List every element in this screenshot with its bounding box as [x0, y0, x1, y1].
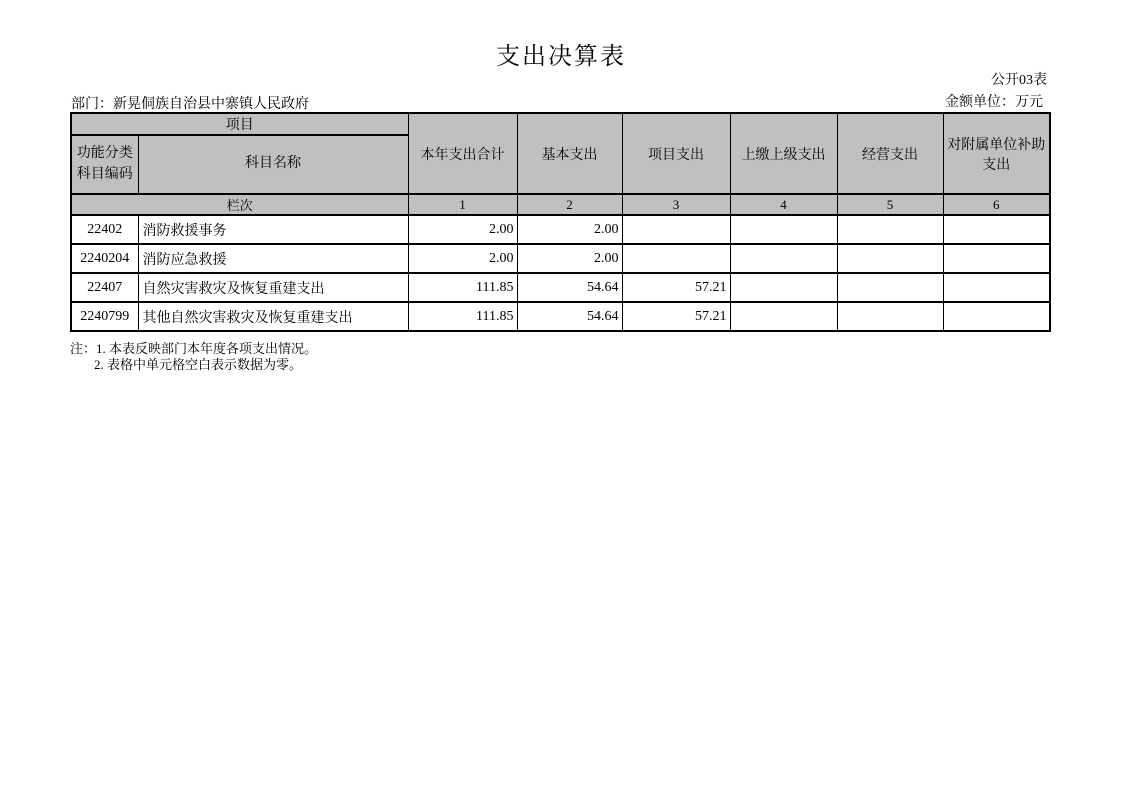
- header-row-column-index: [71, 194, 1050, 215]
- note-line-1: 注：1. 本表反映部门本年度各项支出情况。: [70, 341, 318, 356]
- page-title: 支出决算表: [496, 44, 626, 70]
- header-functional-code: 功能分类科目编码: [71, 135, 138, 194]
- cell-value-col4: [730, 273, 837, 302]
- column-index-4: 4: [730, 194, 837, 215]
- cell-value-col2: 2.00: [517, 215, 622, 244]
- cell-value-col2: 2.00: [517, 244, 622, 273]
- column-index-3: 3: [622, 194, 730, 215]
- cell-subject-name: 消防应急救援: [138, 244, 408, 273]
- department-label: 部门：新晃侗族自治县中寨镇人民政府: [71, 97, 309, 112]
- cell-value-col4: [730, 244, 837, 273]
- cell-value-col5: [837, 302, 943, 331]
- cell-value-col1: 2.00: [408, 244, 517, 273]
- note-line-2: 2. 表格中单元格空白表示数据为零。: [94, 357, 303, 372]
- header-col-basic-expenditure: 基本支出: [517, 113, 622, 194]
- unit-label: 金额单位：万元: [945, 95, 1043, 110]
- expenditure-table: [70, 112, 1051, 332]
- table-body: [71, 215, 1050, 331]
- header-row-project: [71, 113, 1050, 135]
- header-col-subsidy-to-affiliates: 对附属单位补助支出: [943, 113, 1050, 194]
- cell-value-col5: [837, 215, 943, 244]
- cell-functional-code: 22402: [71, 215, 138, 244]
- cell-subject-name: 其他自然灾害救灾及恢复重建支出: [138, 302, 408, 331]
- cell-subject-name: 消防救援事务: [138, 215, 408, 244]
- cell-value-col1: 2.00: [408, 215, 517, 244]
- cell-value-col6: [943, 273, 1050, 302]
- column-index-label: 栏次: [71, 194, 408, 215]
- cell-value-col2: 54.64: [517, 302, 622, 331]
- cell-functional-code: 22407: [71, 273, 138, 302]
- cell-value-col5: [837, 273, 943, 302]
- cell-functional-code: 2240204: [71, 244, 138, 273]
- table-header: [71, 113, 1050, 215]
- column-index-6: 6: [943, 194, 1050, 215]
- cell-value-col4: [730, 215, 837, 244]
- cell-subject-name: 自然灾害救灾及恢复重建支出: [138, 273, 408, 302]
- cell-value-col6: [943, 302, 1050, 331]
- header-col-operating-expenditure: 经营支出: [837, 113, 943, 194]
- column-index-2: 2: [517, 194, 622, 215]
- cell-value-col3: 57.21: [622, 273, 730, 302]
- cell-functional-code: 2240799: [71, 302, 138, 331]
- cell-value-col1: 111.85: [408, 273, 517, 302]
- footnotes: [70, 341, 317, 373]
- table-code-label: 公开03表: [991, 73, 1047, 88]
- table-row: [71, 302, 1050, 331]
- cell-value-col3: [622, 244, 730, 273]
- cell-value-col5: [837, 244, 943, 273]
- cell-value-col2: 54.64: [517, 273, 622, 302]
- cell-value-col4: [730, 302, 837, 331]
- table-row: [71, 273, 1050, 302]
- header-col-total-expenditure: 本年支出合计: [408, 113, 517, 194]
- cell-value-col1: 111.85: [408, 302, 517, 331]
- cell-value-col6: [943, 244, 1050, 273]
- header-col-project-expenditure: 项目支出: [622, 113, 730, 194]
- header-subject-name: 科目名称: [138, 135, 408, 194]
- cell-value-col3: 57.21: [622, 302, 730, 331]
- header-col-upward-remittance: 上缴上级支出: [730, 113, 837, 194]
- header-project-group: 项目: [71, 113, 408, 135]
- column-index-1: 1: [408, 194, 517, 215]
- cell-value-col6: [943, 215, 1050, 244]
- table-row: [71, 244, 1050, 273]
- table-row: [71, 215, 1050, 244]
- column-index-5: 5: [837, 194, 943, 215]
- cell-value-col3: [622, 215, 730, 244]
